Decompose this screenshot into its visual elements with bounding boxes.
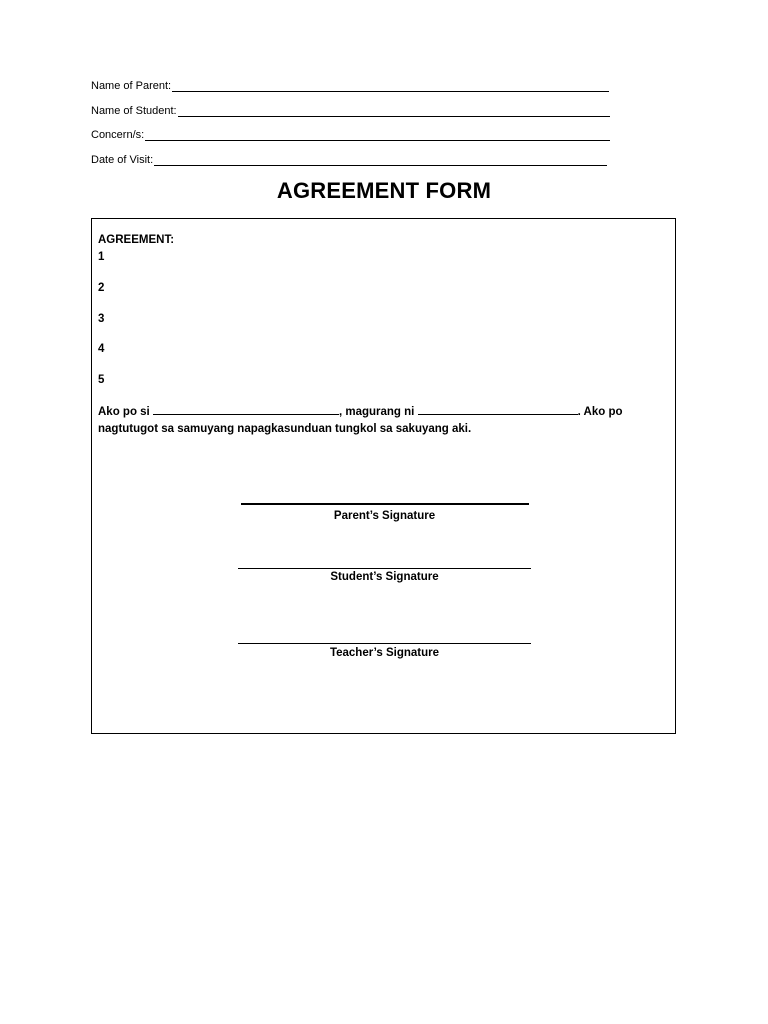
agreement-item-3: 3 bbox=[98, 313, 105, 325]
date-of-visit-blank[interactable] bbox=[154, 155, 607, 166]
date-of-visit-label: Date of Visit: bbox=[91, 154, 154, 166]
parent-name-field bbox=[91, 78, 609, 92]
student-name-blank[interactable] bbox=[178, 106, 610, 117]
agreement-item-5: 5 bbox=[98, 374, 105, 386]
form-title: AGREEMENT FORM bbox=[276, 178, 492, 203]
parent-signature-line[interactable] bbox=[241, 503, 529, 505]
pledge-part-1: Ako po si bbox=[98, 406, 150, 418]
pledge-part-3: . Ako po nagtutugot sa samuyang napagkasunduan tungkol sa sakuyang aki. bbox=[98, 406, 623, 435]
student-name-field bbox=[91, 103, 610, 117]
pledge-part-2: , magurang ni bbox=[338, 406, 415, 418]
student-signature-label: Student’s Signature bbox=[330, 571, 439, 583]
agreement-item-1: 1 bbox=[98, 251, 105, 263]
pledge-parent-name-blank[interactable] bbox=[153, 403, 339, 415]
student-name-label: Name of Student: bbox=[91, 105, 177, 117]
parent-name-blank[interactable] bbox=[172, 81, 609, 92]
student-signature-line[interactable] bbox=[238, 568, 531, 569]
agreement-item-2: 2 bbox=[98, 282, 105, 294]
teacher-signature-label: Teacher’s Signature bbox=[329, 647, 440, 659]
date-of-visit-field bbox=[91, 152, 607, 166]
agreement-box bbox=[91, 218, 676, 734]
teacher-signature-line[interactable] bbox=[238, 643, 531, 644]
concerns-label: Concern/s: bbox=[91, 129, 145, 141]
agreement-heading: AGREEMENT: bbox=[98, 234, 175, 246]
parent-signature-label: Parent’s Signature bbox=[333, 510, 436, 522]
concerns-field bbox=[91, 127, 610, 141]
parent-name-label: Name of Parent: bbox=[91, 80, 172, 92]
agreement-item-4: 4 bbox=[98, 343, 105, 355]
pledge-statement bbox=[98, 403, 666, 438]
pledge-student-name-blank[interactable] bbox=[418, 403, 578, 415]
concerns-blank[interactable] bbox=[145, 130, 610, 141]
